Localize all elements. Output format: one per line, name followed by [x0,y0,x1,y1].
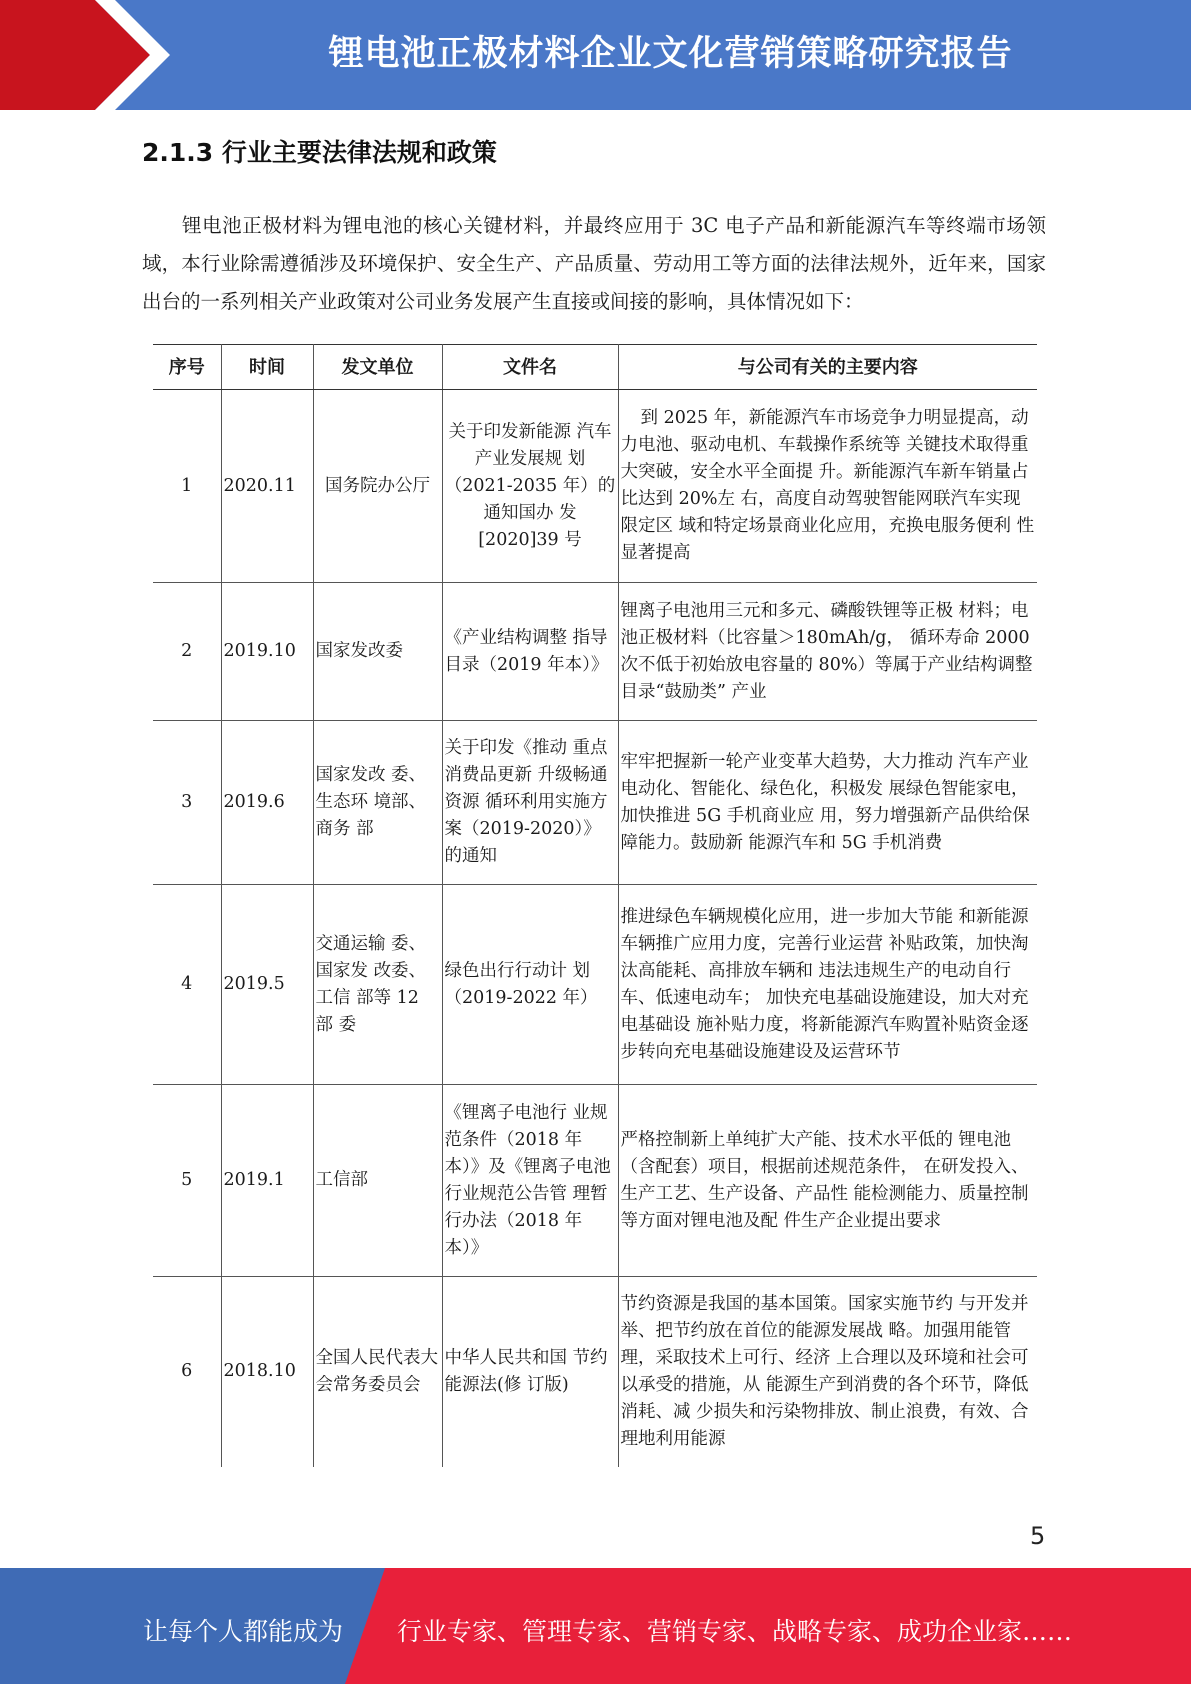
row-doc: 《产业结构调整 指导目录（2019 年本）》 [442,583,618,721]
row-date: 2018.10 [221,1277,313,1467]
footer-slogan-right: 行业专家、管理专家、营销专家、战略专家、成功企业家…… [397,1617,1073,1646]
row-org: 全国人民代表大会常务委员会 [313,1277,442,1467]
header-content: 与公司有关的主要内容 [618,345,1037,390]
section-heading: 2.1.3 行业主要法律法规和政策 [142,138,497,167]
row-doc: 绿色出行行动计 划（2019-2022 年） [442,885,618,1085]
row-content: 节约资源是我国的基本国策。国家实施节约 与开发并举、把节约放在首位的能源发展战 略。加强用能管理，采取技术上可行、经济 上合理以及环境和社会可以承受的措施，从 能源生产到消费的各个环节，降低消耗、减 少损失和污染物排放、制止浪费，有效、合 理地利用能源 [618,1277,1037,1467]
row-num: 4 [153,885,221,1085]
table-row [153,885,1037,1085]
header-date: 时间 [221,345,313,390]
header-org: 发文单位 [313,345,442,390]
table-row [153,1085,1037,1277]
row-content: 严格控制新上单纯扩大产能、技术水平低的 锂电池（含配套）项目，根据前述规范条件， 在研发投入、生产工艺、生产设备、产品性 能检测能力、质量控制等方面对锂电池及配 件生产企业提出要求 [618,1085,1037,1277]
row-content: 锂离子电池用三元和多元、磷酸铁锂等正极 材料；电池正极材料（比容量＞180mAh/g， 循环寿命 2000 次不低于初始放电容量的 80%）等属于产业结构调整目录“鼓励类” 产业 [618,583,1037,721]
row-doc: 中华人民共和国 节约能源法(修 订版) [442,1277,618,1467]
row-date: 2019.1 [221,1085,313,1277]
table-row [153,390,1037,583]
row-org: 国家发改 委、生态环 境部、商务 部 [313,721,442,885]
intro-paragraph: 锂电池正极材料为锂电池的核心关键材料，并最终应用于 3C 电子产品和新能源汽车等终端市场领域，本行业除需遵循涉及环境保护、安全生产、产品质量、劳动用工等方面的法律法规外，近年来，国家出台的一系列相关产业政策对公司业务发展产生直接或间接的影响，具体情况如下： [142,214,1046,313]
row-org: 国家发改委 [313,583,442,721]
row-num: 2 [153,583,221,721]
row-date: 2019.6 [221,721,313,885]
row-doc: 《锂离子电池行 业规范条件（2018 年本）》及《锂离子电池 行业规范公告管 理暂行办法（2018 年本）》 [442,1085,618,1277]
row-content: 到 2025 年，新能源汽车市场竞争力明显提高，动力电池、驱动电机、车载操作系统等 关键技术取得重大突破，安全水平全面提 升。新能源汽车新车销量占比达到 20%左 右，高度自动驾驶智能网联汽车实现限定区 域和特定场景商业化应用，充换电服务便利 性显著提高 [618,390,1037,583]
page-footer [0,1568,1191,1684]
table-header-row [153,345,1037,390]
row-num: 3 [153,721,221,885]
row-org: 国务院办公厅 [313,390,442,583]
row-content: 牢牢把握新一轮产业变革大趋势，大力推动 汽车产业电动化、智能化、绿色化，积极发 展绿色智能家电，加快推进 5G 手机商业应 用，努力增强新产品供给保障能力。鼓励新 能源汽车和 5G 手机消费 [618,721,1037,885]
row-doc: 关于印发新能源 汽车产业发展规 划（2021-2035 年）的通知国办 发[2020]39 号 [442,390,618,583]
header-num: 序号 [153,345,221,390]
policy-table [153,344,1037,1467]
row-num: 5 [153,1085,221,1277]
row-num: 1 [153,390,221,583]
table-row [153,583,1037,721]
row-date: 2020.11 [221,390,313,583]
table-row [153,1277,1037,1467]
row-org: 交通运输 委、国家发 改委、工信 部等 12 部 委 [313,885,442,1085]
row-num: 6 [153,1277,221,1467]
row-org: 工信部 [313,1085,442,1277]
table-row [153,721,1037,885]
row-doc: 关于印发《推动 重点消费品更新 升级畅通资源 循环利用实施方 案（2019-2020）》 的通知 [442,721,618,885]
row-date: 2019.10 [221,583,313,721]
header-doc: 文件名 [442,345,618,390]
page-header [0,0,1191,110]
row-content: 推进绿色车辆规模化应用，进一步加大节能 和新能源车辆推广应用力度，完善行业运营 补贴政策，加快淘汰高能耗、高排放车辆和 违法违规生产的电动自行车、低速电动车； 加快充电基础设施建设，加大对充电基础设 施补贴力度，将新能源汽车购置补贴资金逐步转向充电基础设施建设及运营环节 [618,885,1037,1085]
page-number: 5 [1030,1522,1046,1550]
row-date: 2019.5 [221,885,313,1085]
report-title: 锂电池正极材料企业文化营销策略研究报告 [328,34,1013,74]
footer-slogan-left: 让每个人都能成为 [143,1617,344,1646]
